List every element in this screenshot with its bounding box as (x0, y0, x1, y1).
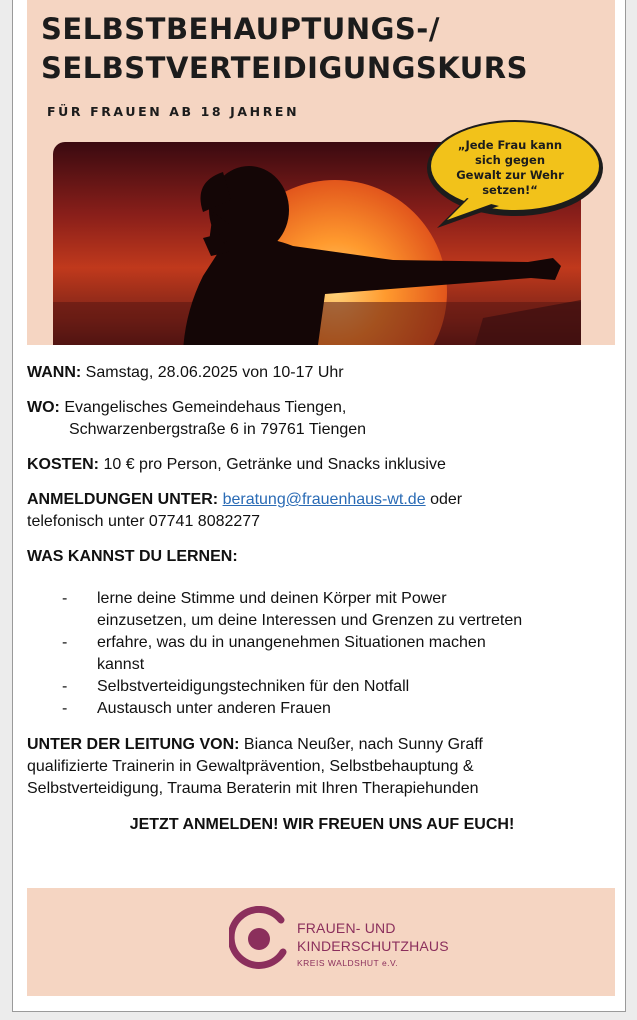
logo-text-line-3: KREIS WALDSHUT e.V. (297, 958, 399, 968)
where-line-1: Evangelisches Gemeindehaus Tiengen, (64, 399, 347, 416)
quote-line-4: setzen!“ (482, 183, 538, 197)
flyer-title (41, 10, 528, 88)
when-row (27, 362, 617, 384)
when-value: Samstag, 28.06.2025 von 10-17 Uhr (85, 364, 344, 381)
cost-row (27, 454, 617, 476)
list-item-line-1: lerne deine Stimme und deinen Körper mit Power (97, 590, 447, 607)
register-label: ANMELDUNGEN UNTER: (27, 491, 219, 508)
title-line-2: SELBSTVERTEIDIGUNGSKURS (41, 51, 529, 85)
flyer-content (27, 362, 617, 836)
logo-text-line-1: FRAUEN- UND (297, 920, 396, 936)
list-item-line-1: erfahre, was du in unangenehmen Situationen machen (97, 634, 486, 651)
register-phone: telefonisch unter 07741 8082277 (27, 513, 261, 530)
list-item (27, 698, 617, 720)
flyer-page (12, 0, 626, 1012)
logo-icon (229, 906, 289, 972)
list-item (27, 676, 617, 698)
list-item-line-1: Selbstverteidigungstechniken für den Notfall (97, 678, 410, 695)
leader-block (27, 734, 617, 800)
title-line-1: SELBSTBEHAUPTUNGS-/ (41, 12, 440, 46)
email-link[interactable]: beratung@frauenhaus-wt.de (222, 491, 426, 508)
leader-line-2: qualifizierte Trainerin in Gewaltprävention, Selbstbehauptung & (27, 758, 474, 775)
where-line-2: Schwarzenbergstraße 6 in 79761 Tiengen (69, 421, 367, 438)
leader-label: UNTER DER LEITUNG VON: (27, 736, 240, 753)
quote-line-1: „Jede Frau kann (457, 138, 563, 152)
learn-heading: WAS KANNST DU LERNEN: (27, 548, 238, 565)
list-dash: - (62, 590, 68, 607)
cost-value: 10 € pro Person, Getränke und Snacks inklusive (103, 456, 446, 473)
where-row (27, 397, 617, 441)
cost-label: KOSTEN: (27, 456, 99, 473)
logo-text-line-2: KINDERSCHUTZHAUS (297, 938, 449, 954)
quote-line-3: Gewalt zur Wehr (456, 168, 564, 182)
list-dash: - (62, 700, 68, 717)
quote-text (425, 138, 595, 198)
list-dash: - (62, 678, 68, 695)
list-dash: - (62, 634, 68, 651)
list-item-line-2: kannst (97, 656, 145, 673)
list-item-line-1: Austausch unter anderen Frauen (97, 700, 331, 717)
cta-text: JETZT ANMELDEN! WIR FREUEN UNS AUF EUCH! (129, 816, 515, 833)
flyer-footer (27, 888, 615, 996)
flyer-subtitle: FÜR FRAUEN AB 18 JAHREN (47, 104, 300, 119)
where-label: WO: (27, 399, 60, 416)
quote-line-2: sich gegen (474, 153, 546, 167)
register-or: oder (430, 491, 463, 508)
list-item (27, 632, 617, 676)
leader-line-1: Bianca Neußer, nach Sunny Graff (243, 736, 483, 753)
when-label: WANN: (27, 364, 82, 381)
learn-list (27, 588, 617, 720)
flyer-header (27, 0, 615, 345)
list-item-line-2: einzusetzen, um deine Interessen und Grenzen zu vertreten (97, 612, 523, 629)
leader-line-3: Selbstverteidigung, Trauma Beraterin mit Ihren Therapiehunden (27, 780, 479, 797)
register-row (27, 489, 617, 533)
list-item (27, 588, 617, 632)
